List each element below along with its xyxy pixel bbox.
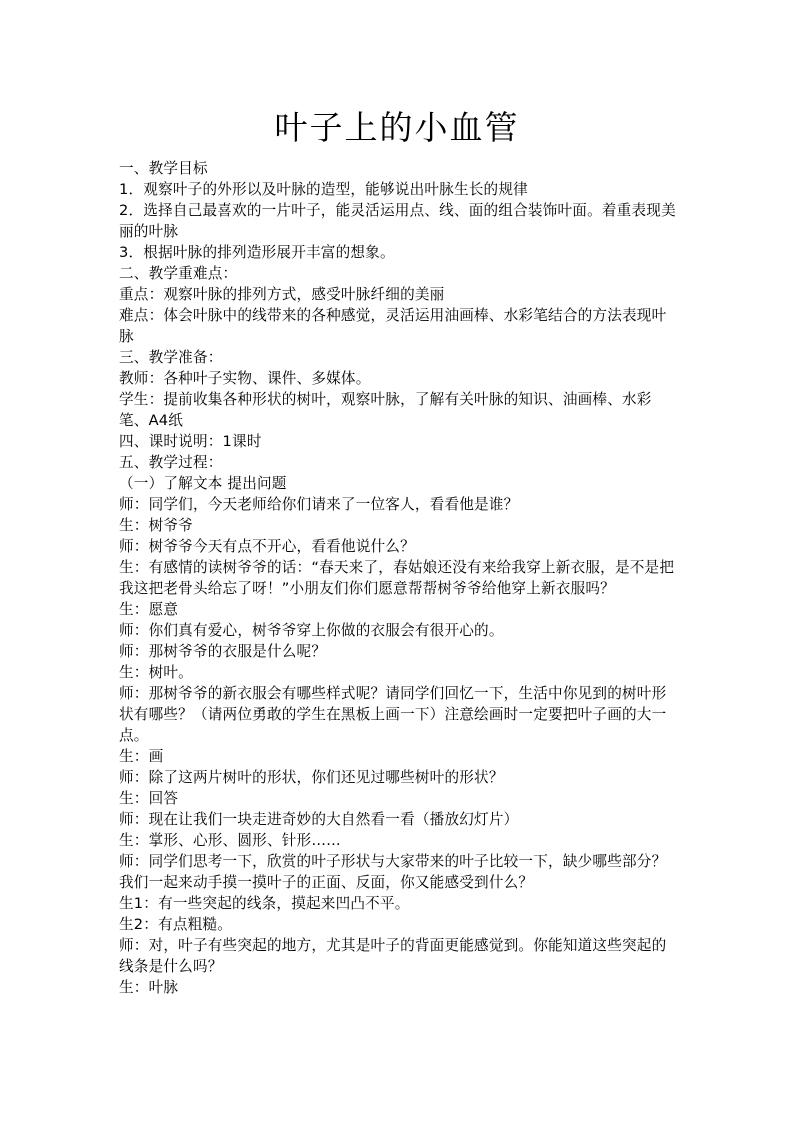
heading-key-points: 二、教学重难点： (119, 265, 238, 282)
dialogue-line: 师：同学们思考一下，欣赏的叶子形状与大家带来的叶子比较一下，缺少哪些部分？我们一起来动手摸一摸叶子的正面、反面，你又能感受到什么？ (119, 853, 667, 891)
subheading-understand-text: （一）了解文本 提出问题 (119, 475, 287, 492)
dialogue-line: 生2：有点粗糙。 (119, 916, 233, 933)
goal-item-1: 1．观察叶子的外形以及叶脉的造型，能够说出叶脉生长的规律 (119, 181, 528, 198)
dialogue-line: 生：回答 (119, 790, 179, 807)
dialogue-line: 生：愿意 (119, 601, 179, 618)
heading-process: 五、教学过程： (119, 454, 223, 471)
heading-preparation: 三、教学准备： (119, 349, 223, 366)
student-preparation: 学生：提前收集各种形状的树叶，观察叶脉，了解有关叶脉的知识、油画棒、水彩笔、A4纸 (119, 391, 652, 429)
document-body (119, 158, 679, 998)
dialogue-line: 师：除了这两片树叶的形状，你们还见过哪些树叶的形状？ (119, 769, 504, 786)
teacher-preparation: 教师：各种叶子实物、课件、多媒体。 (119, 370, 371, 387)
dialogue-line: 师：现在让我们一块走进奇妙的大自然看一看（播放幻灯片） (119, 811, 519, 828)
goal-item-3: 3．根据叶脉的排列造形展开丰富的想象。 (119, 244, 395, 261)
dialogue-line: 师：那树爷爷的新衣服会有哪些样式呢？请同学们回忆一下，生活中你见到的树叶形状有哪些？（请两位勇敢的学生在黑板上画一下）注意绘画时一定要把叶子画的大一点。 (119, 685, 667, 744)
dialogue-line: 师：那树爷爷的衣服是什么呢？ (119, 643, 327, 660)
dialogue-line: 师：你们真有爱心，树爷爷穿上你做的衣服会有很开心的。 (119, 622, 504, 639)
dialogue-line: 师：同学们，今天老师给你们请来了一位客人，看看他是谁？ (119, 496, 519, 513)
dialogue-line: 生：画 (119, 748, 164, 765)
key-point: 重点：观察叶脉的排列方式，感受叶脉纤细的美丽 (119, 286, 445, 303)
dialogue-line: 生：树叶。 (119, 664, 193, 681)
dialogue-line: 师：对，叶子有些突起的地方，尤其是叶子的背面更能感觉到。你能知道这些突起的线条是什么吗？ (119, 937, 667, 975)
goal-item-2: 2．选择自己最喜欢的一片叶子，能灵活运用点、线、面的组合装饰叶面。着重表现美丽的叶脉 (119, 202, 676, 240)
document-title: 叶子上的小血管 (274, 108, 520, 147)
dialogue-line: 生：掌形、心形、圆形、针形…… (119, 832, 341, 849)
heading-class-hours: 四、课时说明：1课时 (119, 433, 262, 450)
heading-teaching-goals: 一、教学目标 (119, 160, 208, 177)
dialogue-line: 师：树爷爷今天有点不开心，看看他说什么？ (119, 538, 415, 555)
dialogue-line: 生：树爷爷 (119, 517, 193, 534)
dialogue-line: 生1：有一些突起的线条，摸起来凹凸不平。 (119, 895, 410, 912)
dialogue-line: 生：有感情的读树爷爷的话：“春天来了，春姑娘还没有来给我穿上新衣服，是不是把我这把老骨头给忘了呀！”小朋友们你们愿意帮帮树爷爷给他穿上新衣服吗？ (119, 559, 675, 597)
dialogue-line: 生：叶脉 (119, 979, 179, 996)
difficult-point: 难点：体会叶脉中的线带来的各种感觉，灵活运用油画棒、水彩笔结合的方法表现叶脉 (119, 307, 667, 345)
